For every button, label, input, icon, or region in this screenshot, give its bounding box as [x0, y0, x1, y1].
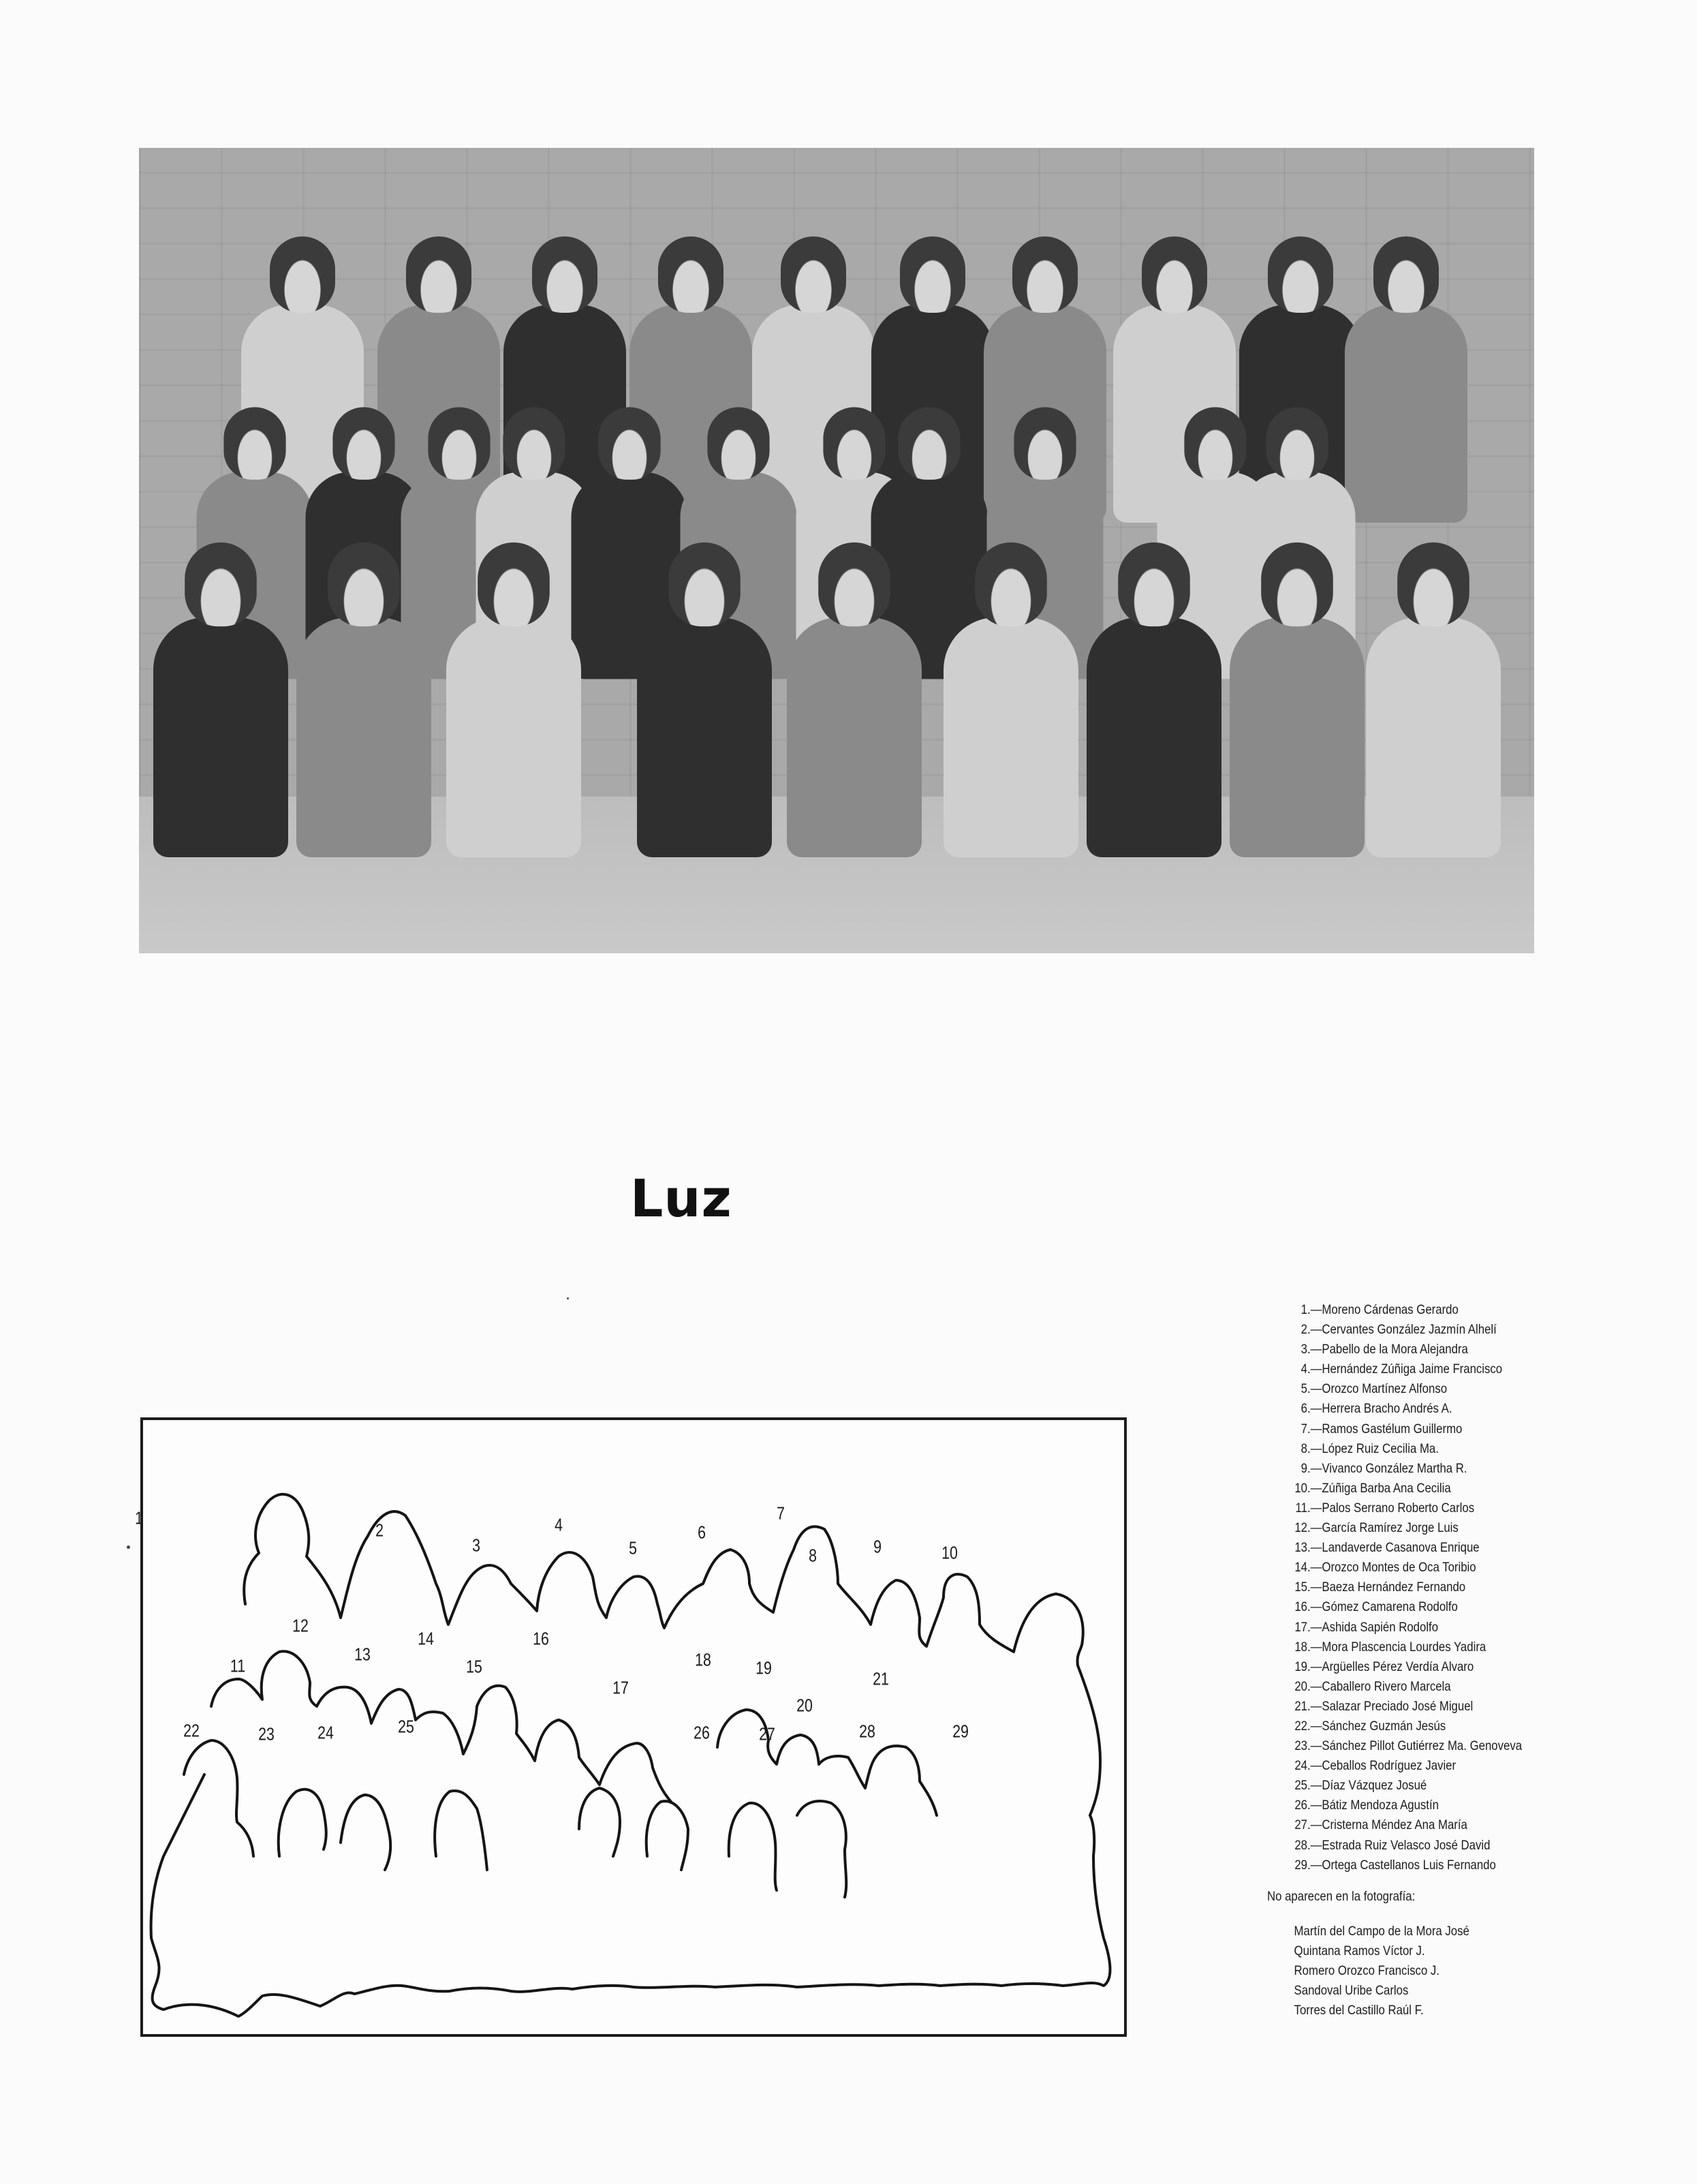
roster-number: 26. — [1294, 1798, 1311, 1813]
roster-item — [1267, 1300, 1522, 1320]
roster-number: 25. — [1294, 1778, 1311, 1794]
photo-child — [1366, 542, 1501, 857]
diagram-label: 11 — [230, 1655, 246, 1676]
roster-item — [1267, 1359, 1522, 1379]
photo-child — [787, 542, 922, 857]
roster-item — [1267, 1657, 1522, 1677]
roster-name: —Pabello de la Mora Alejandra — [1310, 1342, 1468, 1357]
roster-number: 22. — [1294, 1718, 1311, 1734]
roster-name: —Landaverde Casanova Enrique — [1310, 1540, 1480, 1556]
roster-number: 28. — [1294, 1837, 1311, 1853]
diagram-label: 10 — [941, 1542, 958, 1563]
absent-name: Sandoval Uribe Carlos — [1294, 1983, 1409, 1999]
class-photo — [139, 148, 1534, 953]
absent-name: Torres del Castillo Raúl F. — [1294, 2003, 1424, 2018]
scan-speck — [567, 1297, 569, 1299]
roster-item — [1267, 1578, 1522, 1597]
diagram-label: 5 — [629, 1537, 637, 1558]
roster-number: 7. — [1301, 1421, 1311, 1436]
roster-number: 20. — [1294, 1678, 1311, 1694]
roster-number: 11. — [1295, 1500, 1311, 1516]
roster-name: —Ortega Castellanos Luis Fernando — [1310, 1857, 1496, 1873]
diagram-label: 20 — [796, 1695, 813, 1716]
photo-child — [1087, 542, 1221, 857]
roster-name: —Bátiz Mendoza Agustín — [1310, 1798, 1439, 1813]
roster-number: 13. — [1294, 1540, 1311, 1556]
roster-name: —Caballero Rivero Marcela — [1310, 1678, 1451, 1694]
diagram-label: 9 — [873, 1536, 882, 1557]
roster-name: —Salazar Preciado José Miguel — [1310, 1698, 1474, 1714]
roster-number: 27. — [1294, 1817, 1311, 1833]
roster-item — [1267, 1399, 1522, 1419]
roster-number: 8. — [1301, 1441, 1311, 1456]
page-title: Luz — [630, 1168, 732, 1229]
diagram-label: 1 — [135, 1507, 143, 1528]
roster-number: 1. — [1301, 1302, 1311, 1317]
roster-item — [1267, 1736, 1522, 1756]
roster-item — [1267, 1419, 1522, 1439]
photo-child — [153, 542, 288, 857]
roster-name: —Díaz Vázquez Josué — [1310, 1778, 1427, 1794]
roster-name: —Sánchez Pillot Gutiérrez Ma. Genoveva — [1310, 1738, 1523, 1754]
diagram-label: 6 — [698, 1522, 706, 1543]
roster-name: —Cristerna Méndez Ana María — [1310, 1817, 1467, 1833]
absent-name: Martín del Campo de la Mora José — [1294, 1923, 1469, 1939]
roster-item — [1267, 1518, 1522, 1538]
diagram-label: 13 — [354, 1644, 371, 1665]
roster-number: 14. — [1294, 1560, 1311, 1575]
roster-item — [1267, 1697, 1522, 1717]
absent-name: Romero Orozco Francisco J. — [1294, 1963, 1439, 1978]
roster-number: 29. — [1294, 1857, 1311, 1873]
roster-name: —Ashida Sapién Rodolfo — [1310, 1619, 1439, 1635]
roster-number: 24. — [1294, 1758, 1311, 1774]
roster-name: —López Ruiz Cecilia Ma. — [1310, 1441, 1439, 1456]
roster-name: —Moreno Cárdenas Gerardo — [1310, 1302, 1459, 1317]
roster-name: —Herrera Bracho Andrés A. — [1310, 1401, 1452, 1417]
diagram-label: 23 — [258, 1723, 275, 1744]
diagram-label: 4 — [555, 1514, 563, 1535]
roster-item — [1267, 1637, 1522, 1657]
photo-child — [296, 542, 431, 857]
photo-child — [944, 542, 1078, 857]
roster-item — [1267, 1796, 1522, 1815]
roster-item — [1267, 1618, 1522, 1637]
diagram-label: 29 — [952, 1721, 969, 1742]
diagram-label: 28 — [859, 1721, 875, 1742]
roster-item — [1267, 1538, 1522, 1558]
photo-child — [637, 542, 772, 857]
roster-number: 5. — [1301, 1381, 1311, 1397]
roster-number: 9. — [1301, 1460, 1311, 1476]
roster-item — [1267, 1836, 1522, 1856]
roster-name: —Cervantes González Jazmín Alhelí — [1310, 1322, 1497, 1338]
diagram-label: 3 — [472, 1535, 480, 1556]
roster-item — [1267, 1498, 1522, 1518]
roster-number: 3. — [1301, 1342, 1311, 1357]
photo-key-diagram — [135, 1417, 1127, 2037]
absent-list — [1267, 1922, 1522, 2020]
diagram-label: 15 — [466, 1656, 482, 1677]
roster-number: 6. — [1301, 1401, 1311, 1417]
roster-number: 4. — [1301, 1362, 1311, 1377]
roster-item — [1267, 1459, 1522, 1479]
roster-name: —Mora Plascencia Lourdes Yadira — [1310, 1639, 1486, 1655]
diagram-label: 7 — [777, 1503, 785, 1524]
diagram-label: 14 — [418, 1628, 434, 1649]
roster-number: 21. — [1294, 1698, 1311, 1714]
roster-item — [1267, 1856, 1522, 1875]
photo-child — [1230, 542, 1365, 857]
roster-name: —Orozco Montes de Oca Toribio — [1310, 1560, 1476, 1575]
roster-item — [1267, 1776, 1522, 1796]
roster-item — [1267, 1597, 1522, 1617]
roster-number: 15. — [1294, 1580, 1311, 1595]
roster-item — [1267, 1756, 1522, 1776]
roster-name: —García Ramírez Jorge Luis — [1310, 1520, 1459, 1536]
silhouette-outline — [143, 1420, 1124, 2034]
roster-list — [1267, 1300, 1522, 1875]
roster-name: —Palos Serrano Roberto Carlos — [1310, 1500, 1475, 1516]
roster-name: —Orozco Martínez Alfonso — [1310, 1381, 1448, 1397]
diagram-label: 27 — [759, 1723, 775, 1744]
diagram-label: 12 — [292, 1615, 309, 1636]
roster-number: 23. — [1294, 1738, 1311, 1754]
roster-item — [1267, 1479, 1522, 1498]
roster-number: 16. — [1294, 1599, 1311, 1615]
roster-name: —Argüelles Pérez Verdía Alvaro — [1310, 1659, 1474, 1674]
scan-speck — [127, 1545, 130, 1549]
roster-item — [1267, 1677, 1522, 1697]
roster-name: —Ceballos Rodríguez Javier — [1310, 1758, 1457, 1774]
absent-heading: No aparecen en la fotografía: — [1267, 1888, 1416, 1904]
diagram-label: 24 — [317, 1722, 334, 1743]
roster-item — [1267, 1379, 1522, 1399]
roster-name: —Vivanco González Martha R. — [1310, 1460, 1467, 1476]
roster-name: —Gómez Camarena Rodolfo — [1310, 1599, 1458, 1615]
roster-number: 19. — [1294, 1659, 1311, 1674]
diagram-label: 26 — [694, 1722, 710, 1743]
roster-number: 10. — [1294, 1480, 1311, 1496]
roster-number: 2. — [1301, 1322, 1311, 1338]
student-roster — [1267, 1300, 1522, 2020]
diagram-label: 18 — [695, 1649, 711, 1670]
diagram-label: 2 — [375, 1520, 384, 1541]
diagram-label: 8 — [809, 1545, 817, 1566]
roster-number: 12. — [1294, 1520, 1311, 1536]
roster-item — [1267, 1558, 1522, 1578]
photo-child — [446, 542, 581, 857]
roster-number: 18. — [1294, 1639, 1311, 1655]
diagram-label: 17 — [612, 1677, 629, 1698]
roster-name: —Ramos Gastélum Guillermo — [1310, 1421, 1463, 1436]
roster-item — [1267, 1717, 1522, 1736]
roster-name: —Estrada Ruiz Velasco José David — [1310, 1837, 1491, 1853]
diagram-label: 22 — [183, 1720, 200, 1741]
roster-name: —Baeza Hernández Fernando — [1310, 1580, 1466, 1595]
diagram-label: 16 — [533, 1628, 549, 1649]
roster-name: —Zúñiga Barba Ana Cecilia — [1310, 1480, 1451, 1496]
roster-name: —Sánchez Guzmán Jesús — [1310, 1718, 1446, 1734]
roster-item — [1267, 1340, 1522, 1359]
absent-name: Quintana Ramos Víctor J. — [1294, 1943, 1425, 1958]
roster-number: 17. — [1294, 1619, 1311, 1635]
photo-child — [1345, 236, 1467, 523]
roster-item — [1267, 1815, 1522, 1835]
roster-name: —Hernández Zúñiga Jaime Francisco — [1310, 1362, 1503, 1377]
roster-item — [1267, 1439, 1522, 1459]
diagram-label: 25 — [398, 1716, 414, 1737]
roster-item — [1267, 1320, 1522, 1340]
diagram-label: 19 — [756, 1657, 772, 1678]
diagram-label: 21 — [873, 1668, 889, 1689]
